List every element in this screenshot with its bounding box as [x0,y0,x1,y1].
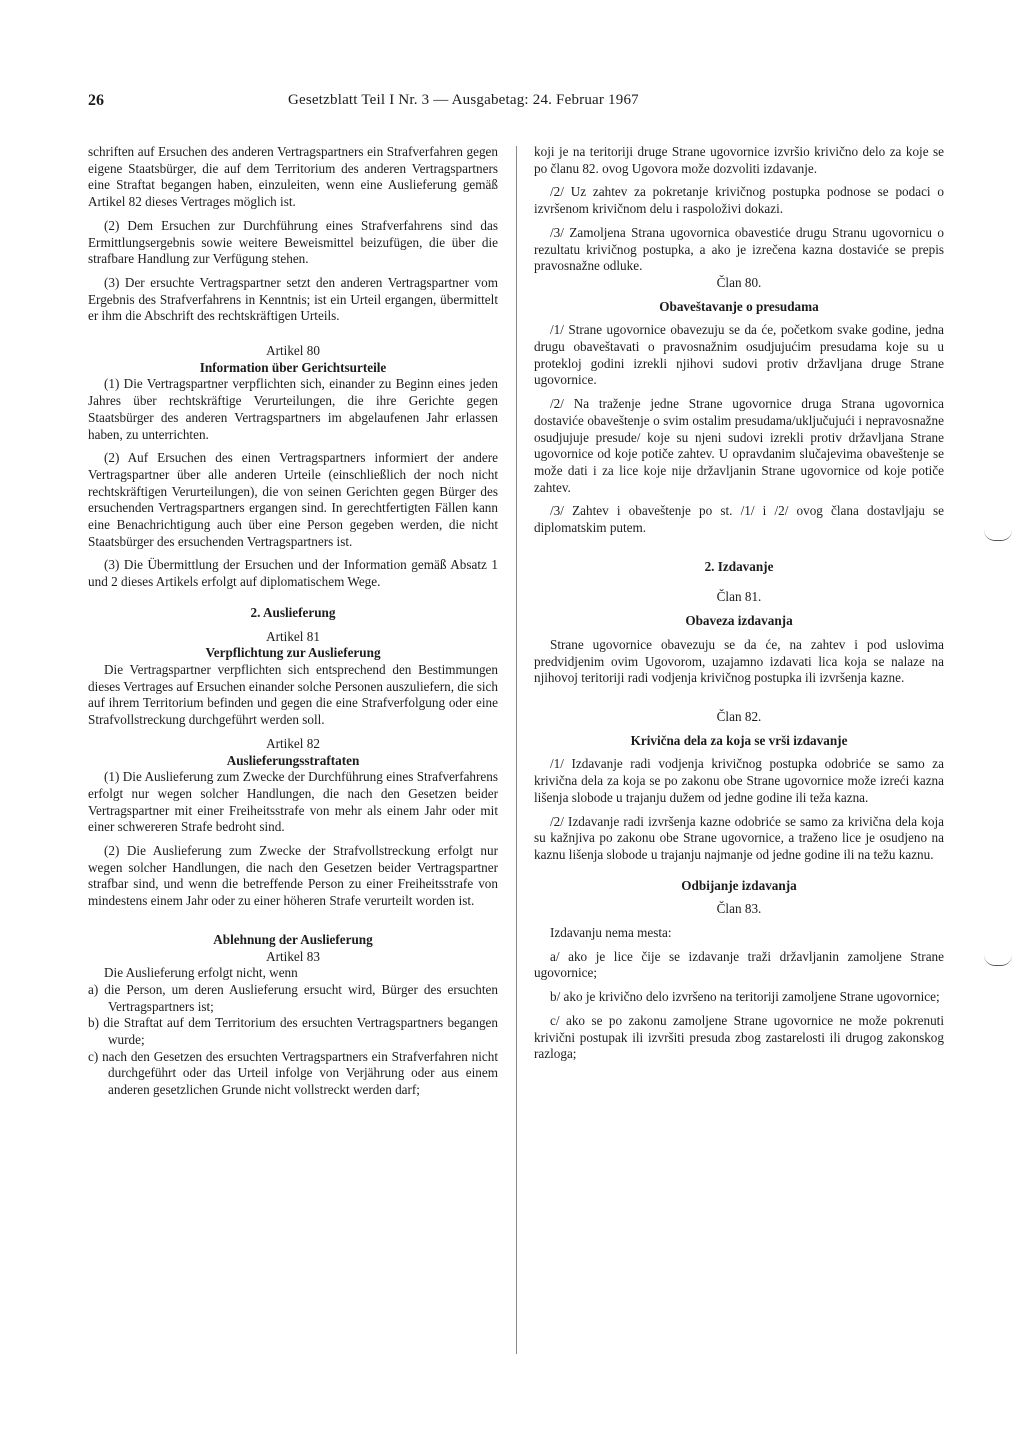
article-81-title: Verpflichtung zur Auslieferung [205,645,381,661]
page-number: 26 [88,92,104,109]
clan-83-number: Član 83. [716,901,762,917]
list-item: a) die Person, um deren Auslieferung ersucht wird, Bürger des ersuchten Vertragspartners ist; [88,981,498,1014]
paragraph-3: (3) Der ersuchte Vertragspartner setzt den anderen Vertragspartner vom Ergebnis des Strafverfahrens in Kenntnis; ist ein Urteil ergangen, übermittelt er ihm die Abschrift des rechtskräftigen Urteils. [88,274,498,324]
clan-82-paragraph-1: /1/ Izdavanje radi vodjenja krivičnog postupka odobriće se samo za krivična dela za koja se po zakonu obe Strane ugovornice može izreći kazna lišenja slobode u trajanju dužem od jedne godine ili teža kazna. [534,756,944,805]
paragraph-2: (2) Dem Ersuchen zur Durchführung eines Strafverfahrens sind das Ermittlungsergebnis sowie weitere Beweismittel beizufügen, die über die strafbare Handlung zur Verfügung stehen. [88,217,498,267]
article-82-paragraph-2: (2) Die Auslieferung zum Zwecke der Strafvollstreckung erfolgt nur wegen solcher Handlungen, die nach den Gesetzen beider Vertragspartner strafbar sind, und wenn die betreffende Person zu einer Freiheitsstrafe von mindestens einem Jahr oder zu einer höheren Strafe verurteilt worden ist. [88,843,498,909]
clan-83-intro: Izdavanju nema mesta: [550,925,672,941]
clan-82-title: Krivična dela za koja se vrši izdavanje [630,732,848,748]
article-80-title: Information über Gerichtsurteile [199,359,387,375]
margin-mark [984,955,1012,966]
section-2-heading: 2. Izdavanje [704,558,774,574]
article-83-title: Ablehnung der Auslieferung [213,931,373,947]
article-82-number: Artikel 82 [266,735,320,751]
article-83-list [88,982,498,1099]
clan-82-number: Član 82. [716,708,762,724]
column-divider [516,146,517,1354]
article-80-number: Artikel 80 [266,343,320,359]
paragraph-continued: koji je na teritoriji druge Strane ugovornice izvršio krivično delo za koje se po članu 82. ovog Ugovora može dozvoliti izdavanje. [534,144,944,176]
clan-81-paragraph: Strane ugovornice obavezuju se da će, na zahtev i pod uslovima predvidjenim ovim Ugovorom, uzajamno izdavati lica koja se nalaze na njihovoj teritoriji radi vodjenja krivičnog postupka ili izvršenja kazne. [534,636,944,686]
clan-82-paragraph-2: /2/ Izdavanje radi izvršenja kazne odobriće se samo za krivična dela koja su kažnjiva po zakonu obe Strane ugovornice, a traženo lice je osudjeno na kaznu lišenja slobode u trajanju najmanje od jedne godine ili na težu kaznu. [534,813,944,862]
article-80-paragraph-2: (2) Auf Ersuchen des einen Vertragspartners informiert der andere Vertragspartner über alle anderen Urteile (einschließlich der noch nicht rechtskräftigen Verurteilungen), die von seinen Gerichten gegen Bürger des ersuchenden Vertragspartners ergangen sind. In gerechtfertigten Fällen kann eine Benachrichtigung auch über eine Person gegeben werden, die nicht Staatsbürger des ersuchenden Vertragspartners ist. [88,450,498,549]
page-header [88,92,948,114]
paragraph-continued: schriften auf Ersuchen des anderen Vertragspartners ein Strafverfahren gegen eigene Staatsbürger, die auf dem Territorium des anderen Vertragspartners eine Straftat begangen haben, einzuleiten, wenn eine Auslieferung gemäß Artikel 82 dieses Vertrages möglich ist. [88,144,498,210]
section-2-heading: 2. Auslieferung [250,604,336,620]
serbian-column [534,144,944,1063]
article-81-number: Artikel 81 [266,628,320,644]
clan-81-number: Član 81. [716,589,762,605]
clan-83-item-b: b/ ako je krivično delo izvršeno na teritoriji zamoljene Strane ugovornice; [550,989,940,1005]
clan-80-number: Član 80. [716,274,762,290]
article-80-paragraph-1: (1) Die Vertragspartner verpflichten sich, einander zu Beginn eines jeden Jahres über rechtskräftige Verurteilungen, die ihre Gerichte gegen Staatsbürger des anderen Vertragspartners im abgelaufenen Jahr erlassen haben, zu unterrichten. [88,376,498,442]
running-title: Gesetzblatt Teil I Nr. 3 — Ausgabetag: 24. Februar 1967 [288,92,639,108]
clan-80-paragraph-2: /2/ Na traženje jedne Strane ugovornice druga Strana ugovornica dostaviće obaveštenje o svim ostalim presudama/uključujući i nepravosnažne osudjujuje presude/ koje su njeni sudovi izrekli protiv državljana Strane ugovornice od koje potiče zahtev. U opravdanim slučajevima obaveštenje se može dati i za lice koje nije državljanin Strane ugovornice od koje potiče zahtev. [534,396,944,495]
clan-83-item-c: c/ ako se po zakonu zamoljene Strane ugovornice ne može pokrenuti krivični postupak ili izvršiti presuda zbog zastarelosti ili drugog zakonskog razloga; [534,1012,944,1062]
clan-80-title: Obaveštavanje o presudama [659,298,819,314]
clan-80-paragraph-3: /3/ Zahtev i obaveštenje po st. /1/ i /2/ ovog člana dostavljaju se diplomatskim putem. [534,503,944,536]
clan-83-item-a: a/ ako je lice čije se izdavanje traži državljanin zamoljene Strane ugovornice; [534,948,944,981]
article-81-paragraph: Die Vertragspartner verpflichten sich entsprechend den Bestimmungen dieses Vertrages auf Ersuchen einander solche Personen auszuliefern, die sich auf ihrem Territorium befinden und gegen die eine Strafverfolgung oder eine Strafvollstreckung durchgeführt werden soll. [88,661,498,728]
clan-80-paragraph-1: /1/ Strane ugovornice obavezuju se da će, početkom svake godine, jedna drugu obaveštavati o pravosnažnim osudjujućim presudama koje su u proteklоj godini izrekli njihovi sudovi protiv državljana druge Strane ugovornice. [534,322,944,388]
list-item: c) nach den Gesetzen des ersuchten Vertragspartners ein Strafverfahren nicht durchgeführt oder das Urteil infolge von Verjährung oder aus einem anderen gesetzlichen Grunde nicht vollstreckt werden darf; [88,1048,498,1098]
margin-mark [984,530,1012,541]
paragraph-2: /2/ Uz zahtev za pokretanje krivičnog postupka podnose se podaci o izvršenom krivičnom delu i raspoloživi dokazi. [534,184,944,217]
article-80-paragraph-3: (3) Die Übermittlung der Ersuchen und der Information gemäß Absatz 1 und 2 dieses Artikels erfolgt auf diplomatischem Wege. [88,557,498,590]
clan-83-title: Odbijanje izdavanja [681,877,797,893]
german-column [88,144,498,1099]
clan-81-title: Obaveza izdavanja [685,613,793,629]
article-83-number: Artikel 83 [266,948,320,964]
paragraph-3: /3/ Zamoljena Strana ugovornica obavestiće drugu Stranu ugovornicu o rezultatu krivičnog postupka, a ako je izrečena kazna dostaviće se prepis pravosnažne odluke. [534,224,944,274]
list-item: b) die Straftat auf dem Territorium des ersuchten Vertragspartners begangen wurde; [88,1015,498,1048]
article-83-intro: Die Auslieferung erfolgt nicht, wenn [104,965,298,981]
article-82-paragraph-1: (1) Die Auslieferung zum Zwecke der Durchführung eines Strafverfahrens erfolgt nur wegen solcher Handlungen, die nach den Gesetzen beider Vertragspartner mit einer Freiheitsstrafe von mehr als einem Jahr oder mit einer schwereren Strafe bedroht sind. [88,769,498,835]
article-82-title: Auslieferungsstraftaten [226,752,360,768]
